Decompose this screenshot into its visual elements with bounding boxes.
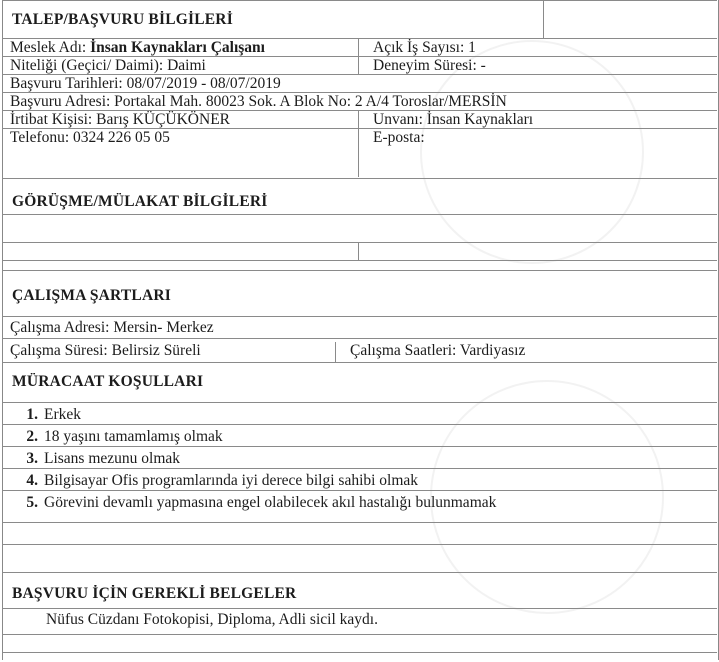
list-item-text: Erkek bbox=[44, 406, 82, 423]
row-telefon bbox=[2, 128, 717, 178]
gorusme-empty-row bbox=[2, 214, 717, 242]
list-item-number: 2. bbox=[26, 428, 38, 445]
list-item bbox=[2, 402, 717, 424]
section-gorusme-heading-row bbox=[2, 178, 717, 214]
empty-row bbox=[2, 522, 717, 544]
list-item bbox=[2, 446, 717, 468]
calisma-saatleri: Çalışma Saatleri: Vardiyasız bbox=[335, 342, 717, 362]
list-item-text: Görevini devamlı yapmasına engel olabilecek akıl hastalığı bulunmamak bbox=[44, 494, 497, 511]
row-adres bbox=[2, 92, 717, 110]
nitelik-cell: Niteliği (Geçici/ Daimi): Daimi bbox=[10, 57, 206, 74]
gerekli-belgeler: Nüfus Cüzdanı Fotokopisi, Diploma, Adli sicil kaydı. bbox=[46, 611, 378, 628]
row-belgeler bbox=[2, 608, 717, 634]
list-item bbox=[2, 468, 717, 490]
list-item-number: 1. bbox=[26, 406, 38, 423]
e-posta: E-posta: bbox=[373, 129, 425, 146]
section-heading-gorusme: GÖRÜŞME/MÜLAKAT BİLGİLERİ bbox=[12, 193, 268, 210]
basvuru-adresi: Başvuru Adresi: Portakal Mah. 80023 Sok. A Blok No: 2 A/4 Toroslar/MERSİN bbox=[10, 93, 507, 110]
row-meslek bbox=[2, 38, 717, 56]
meslek-value: İnsan Kaynakları Çalışanı bbox=[90, 39, 265, 56]
basvuru-tarihleri: Başvuru Tarihleri: 08/07/2019 - 08/07/2019 bbox=[10, 75, 281, 92]
row-tarihler bbox=[2, 74, 717, 92]
list-item bbox=[2, 424, 717, 446]
section-muracaat-heading-row bbox=[2, 362, 717, 402]
gorusme-empty-row bbox=[2, 260, 717, 270]
section-heading-calisma: ÇALIŞMA ŞARTLARI bbox=[12, 287, 171, 304]
irtibat-kisisi: İrtibat Kişisi: Barış KÜÇÜKÖNER bbox=[10, 111, 231, 128]
empty-row bbox=[2, 652, 717, 660]
calisma-adresi: Çalışma Adresi: Mersin- Merkez bbox=[10, 319, 214, 336]
section-talep-heading-row bbox=[2, 0, 717, 38]
section-heading-muracaat: MÜRACAAT KOŞULLARI bbox=[12, 373, 204, 390]
empty-row bbox=[2, 544, 717, 572]
deneyim-suresi: Deneyim Süresi: - bbox=[358, 57, 717, 74]
list-item-number: 5. bbox=[26, 494, 38, 511]
telefon: Telefonu: 0324 226 05 05 bbox=[10, 129, 170, 146]
section-belgeler-heading-row bbox=[2, 572, 717, 608]
gorusme-empty-row bbox=[2, 242, 717, 260]
list-item-number: 3. bbox=[26, 450, 38, 467]
acik-is-sayisi: Açık İş Sayısı: 1 bbox=[358, 39, 717, 56]
section-heading-talep: TALEP/BAŞVURU BİLGİLERİ bbox=[12, 11, 233, 28]
list-item-text: Bilgisayar Ofis programlarında iyi derece bilgi sahibi olmak bbox=[44, 472, 419, 489]
row-irtibat bbox=[2, 110, 717, 128]
meslek-label: Meslek Adı: bbox=[10, 39, 91, 56]
meslek-cell bbox=[2, 39, 358, 56]
row-calisma-suresi bbox=[2, 338, 717, 362]
list-item-text: 18 yaşını tamamlamış olmak bbox=[44, 428, 223, 445]
unvan: Unvanı: İnsan Kaynakları bbox=[358, 111, 717, 128]
list-item bbox=[2, 490, 717, 514]
calisma-suresi: Çalışma Süresi: Belirsiz Süreli bbox=[10, 342, 201, 359]
section-calisma-heading-row bbox=[2, 270, 717, 310]
row-nitelik bbox=[2, 56, 717, 74]
list-item-text: Lisans mezunu olmak bbox=[44, 450, 181, 467]
list-item-number: 4. bbox=[26, 472, 38, 489]
empty-row bbox=[2, 634, 717, 652]
row-calisma-adresi bbox=[2, 316, 717, 338]
section-heading-belgeler: BAŞVURU İÇİN GEREKLİ BELGELER bbox=[12, 585, 297, 602]
